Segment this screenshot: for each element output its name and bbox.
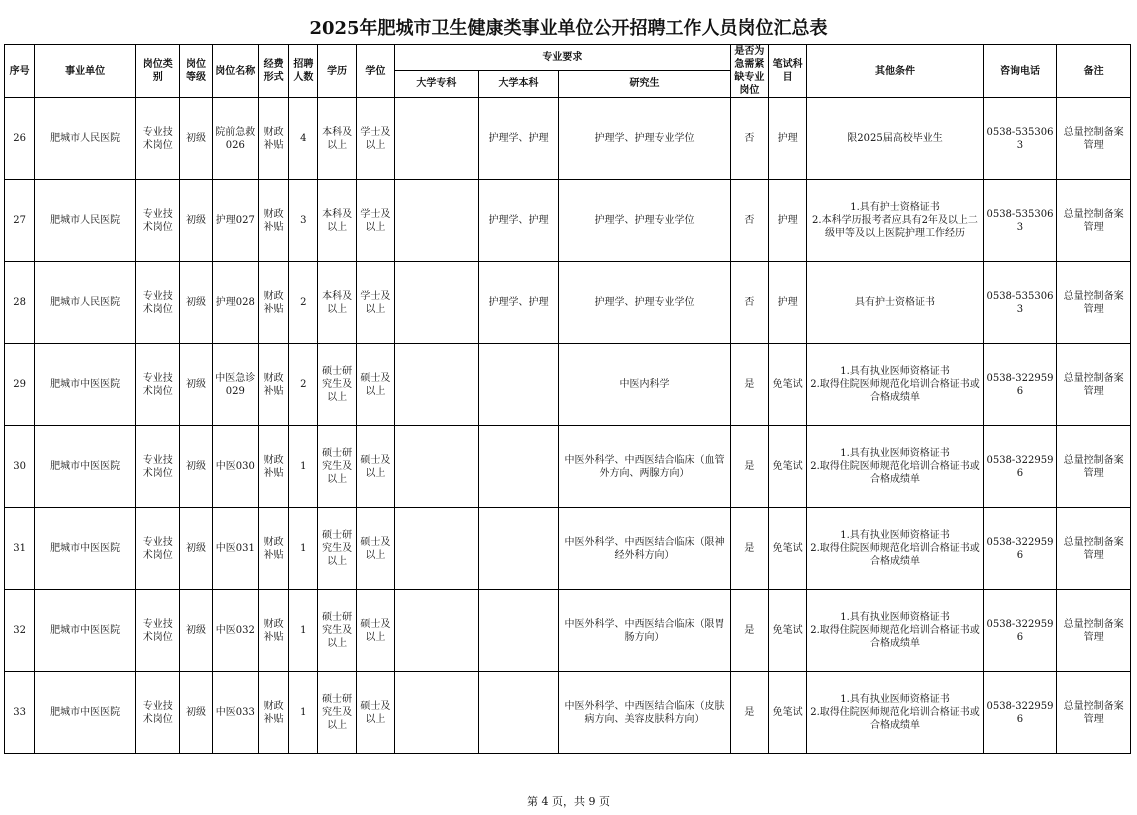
cell-count: 2 [289, 262, 318, 344]
cell-degree: 硕士及以上 [356, 344, 394, 426]
cell-count: 3 [289, 180, 318, 262]
cell-phone: 0538-3229596 [983, 508, 1057, 590]
table-row [5, 426, 1131, 508]
cell-urgent: 否 [730, 98, 768, 180]
cell-post-type: 专业技术岗位 [136, 426, 180, 508]
table-row [5, 672, 1131, 754]
cell-post-level: 初级 [180, 590, 212, 672]
cell-note: 总量控制备案管理 [1057, 180, 1131, 262]
table-row [5, 262, 1131, 344]
cell-funding: 财政补贴 [258, 426, 288, 508]
cell-phone: 0538-5353063 [983, 180, 1057, 262]
table-row [5, 98, 1131, 180]
header-post-name: 岗位名称 [212, 45, 258, 98]
header-education: 学历 [318, 45, 356, 98]
cell-major-grad: 中医外科学、中西医结合临床（限神经外科方向） [559, 508, 730, 590]
cell-unit: 肥城市人民医院 [35, 98, 136, 180]
cell-major-grad: 护理学、护理专业学位 [559, 262, 730, 344]
cell-urgent: 是 [730, 508, 768, 590]
cell-note: 总量控制备案管理 [1057, 262, 1131, 344]
header-major-grad: 研究生 [559, 70, 730, 97]
job-table [4, 44, 1131, 754]
cell-other: 1.具有执业医师资格证书 2.取得住院医师规范化培训合格证书或合格成绩单 [807, 344, 983, 426]
cell-major-college [395, 180, 479, 262]
cell-count: 1 [289, 590, 318, 672]
cell-seq: 29 [5, 344, 35, 426]
cell-unit: 肥城市中医医院 [35, 426, 136, 508]
cell-seq: 26 [5, 98, 35, 180]
cell-seq: 32 [5, 590, 35, 672]
cell-degree: 硕士及以上 [356, 508, 394, 590]
cell-urgent: 否 [730, 180, 768, 262]
cell-exam: 免笔试 [768, 672, 806, 754]
cell-degree: 硕士及以上 [356, 672, 394, 754]
header-post-type: 岗位类别 [136, 45, 180, 98]
cell-other: 限2025届高校毕业生 [807, 98, 983, 180]
header-major-group: 专业要求 [395, 45, 731, 71]
cell-major-college [395, 672, 479, 754]
cell-count: 1 [289, 426, 318, 508]
cell-degree: 硕士及以上 [356, 590, 394, 672]
cell-unit: 肥城市中医医院 [35, 590, 136, 672]
cell-major-grad: 中医外科学、中西医结合临床（血管外方向、两腺方向） [559, 426, 730, 508]
cell-major-college [395, 590, 479, 672]
table-row [5, 508, 1131, 590]
cell-exam: 免笔试 [768, 590, 806, 672]
cell-seq: 30 [5, 426, 35, 508]
cell-education: 硕士研究生及以上 [318, 344, 356, 426]
cell-unit: 肥城市人民医院 [35, 262, 136, 344]
cell-unit: 肥城市中医医院 [35, 672, 136, 754]
header-urgent: 是否为急需紧缺专业岗位 [730, 45, 768, 98]
cell-post-type: 专业技术岗位 [136, 590, 180, 672]
cell-major-undergrad [478, 590, 559, 672]
cell-major-grad: 中医外科学、中西医结合临床（皮肤病方向、美容皮肤科方向） [559, 672, 730, 754]
cell-urgent: 是 [730, 590, 768, 672]
cell-education: 本科及以上 [318, 262, 356, 344]
cell-urgent: 否 [730, 262, 768, 344]
cell-post-name: 中医032 [212, 590, 258, 672]
header-seq: 序号 [5, 45, 35, 98]
cell-post-name: 中医急诊029 [212, 344, 258, 426]
cell-funding: 财政补贴 [258, 262, 288, 344]
cell-other: 1.具有执业医师资格证书 2.取得住院医师规范化培训合格证书或合格成绩单 [807, 590, 983, 672]
cell-seq: 28 [5, 262, 35, 344]
cell-note: 总量控制备案管理 [1057, 426, 1131, 508]
cell-exam: 免笔试 [768, 508, 806, 590]
page-title: 2025年肥城市卫生健康类事业单位公开招聘工作人员岗位汇总表 [309, 18, 828, 39]
cell-note: 总量控制备案管理 [1057, 98, 1131, 180]
cell-note: 总量控制备案管理 [1057, 590, 1131, 672]
cell-post-type: 专业技术岗位 [136, 344, 180, 426]
cell-funding: 财政补贴 [258, 590, 288, 672]
cell-post-name: 护理028 [212, 262, 258, 344]
cell-post-name: 中医030 [212, 426, 258, 508]
cell-education: 硕士研究生及以上 [318, 672, 356, 754]
cell-education: 硕士研究生及以上 [318, 426, 356, 508]
cell-post-type: 专业技术岗位 [136, 508, 180, 590]
cell-phone: 0538-3229596 [983, 426, 1057, 508]
cell-major-college [395, 344, 479, 426]
cell-phone: 0538-5353063 [983, 262, 1057, 344]
cell-count: 1 [289, 508, 318, 590]
header-unit: 事业单位 [35, 45, 136, 98]
cell-note: 总量控制备案管理 [1057, 672, 1131, 754]
cell-major-grad: 中医外科学、中西医结合临床（限胃肠方向） [559, 590, 730, 672]
cell-exam: 免笔试 [768, 426, 806, 508]
cell-seq: 27 [5, 180, 35, 262]
cell-education: 硕士研究生及以上 [318, 508, 356, 590]
cell-degree: 硕士及以上 [356, 426, 394, 508]
cell-funding: 财政补贴 [258, 508, 288, 590]
cell-other: 1.具有执业医师资格证书 2.取得住院医师规范化培训合格证书或合格成绩单 [807, 508, 983, 590]
cell-exam: 免笔试 [768, 344, 806, 426]
cell-seq: 31 [5, 508, 35, 590]
cell-major-undergrad [478, 426, 559, 508]
page-number: 第 4 页，共 9 页 [527, 795, 610, 808]
cell-exam: 护理 [768, 262, 806, 344]
cell-degree: 学士及以上 [356, 98, 394, 180]
cell-count: 4 [289, 98, 318, 180]
cell-urgent: 是 [730, 672, 768, 754]
cell-post-level: 初级 [180, 98, 212, 180]
header-note: 备注 [1057, 45, 1131, 98]
header-major-college: 大学专科 [395, 70, 479, 97]
cell-major-undergrad [478, 672, 559, 754]
header-post-level: 岗位等级 [180, 45, 212, 98]
cell-urgent: 是 [730, 344, 768, 426]
cell-funding: 财政补贴 [258, 180, 288, 262]
cell-phone: 0538-3229596 [983, 344, 1057, 426]
cell-major-undergrad [478, 508, 559, 590]
cell-unit: 肥城市人民医院 [35, 180, 136, 262]
table-row [5, 180, 1131, 262]
cell-exam: 护理 [768, 98, 806, 180]
cell-major-grad: 护理学、护理专业学位 [559, 98, 730, 180]
cell-post-name: 院前急救026 [212, 98, 258, 180]
cell-education: 硕士研究生及以上 [318, 590, 356, 672]
cell-post-level: 初级 [180, 426, 212, 508]
cell-post-type: 专业技术岗位 [136, 180, 180, 262]
cell-major-undergrad: 护理学、护理 [478, 180, 559, 262]
cell-note: 总量控制备案管理 [1057, 508, 1131, 590]
header-other: 其他条件 [807, 45, 983, 98]
cell-major-undergrad [478, 344, 559, 426]
cell-major-college [395, 426, 479, 508]
cell-major-college [395, 98, 479, 180]
cell-post-type: 专业技术岗位 [136, 98, 180, 180]
cell-funding: 财政补贴 [258, 344, 288, 426]
header-count: 招聘人数 [289, 45, 318, 98]
cell-other: 1.具有执业医师资格证书 2.取得住院医师规范化培训合格证书或合格成绩单 [807, 426, 983, 508]
cell-post-level: 初级 [180, 262, 212, 344]
cell-degree: 学士及以上 [356, 180, 394, 262]
cell-note: 总量控制备案管理 [1057, 344, 1131, 426]
header-exam: 笔试科目 [768, 45, 806, 98]
cell-post-level: 初级 [180, 180, 212, 262]
cell-major-college [395, 262, 479, 344]
cell-post-level: 初级 [180, 508, 212, 590]
cell-post-name: 中医033 [212, 672, 258, 754]
cell-education: 本科及以上 [318, 180, 356, 262]
cell-post-name: 护理027 [212, 180, 258, 262]
cell-phone: 0538-5353063 [983, 98, 1057, 180]
cell-major-undergrad: 护理学、护理 [478, 98, 559, 180]
table-row [5, 344, 1131, 426]
cell-other: 1.具有护士资格证书 2.本科学历报考者应具有2年及以上二级甲等及以上医院护理工作经历 [807, 180, 983, 262]
cell-urgent: 是 [730, 426, 768, 508]
cell-major-college [395, 508, 479, 590]
cell-major-grad: 中医内科学 [559, 344, 730, 426]
cell-post-level: 初级 [180, 344, 212, 426]
header-degree: 学位 [356, 45, 394, 98]
cell-phone: 0538-3229596 [983, 590, 1057, 672]
cell-exam: 护理 [768, 180, 806, 262]
cell-degree: 学士及以上 [356, 262, 394, 344]
cell-unit: 肥城市中医医院 [35, 508, 136, 590]
cell-other: 1.具有执业医师资格证书 2.取得住院医师规范化培训合格证书或合格成绩单 [807, 672, 983, 754]
header-phone: 咨询电话 [983, 45, 1057, 98]
cell-count: 1 [289, 672, 318, 754]
header-funding: 经费形式 [258, 45, 288, 98]
cell-seq: 33 [5, 672, 35, 754]
cell-other: 具有护士资格证书 [807, 262, 983, 344]
table-row [5, 590, 1131, 672]
cell-post-name: 中医031 [212, 508, 258, 590]
cell-major-undergrad: 护理学、护理 [478, 262, 559, 344]
cell-funding: 财政补贴 [258, 672, 288, 754]
cell-unit: 肥城市中医医院 [35, 344, 136, 426]
header-major-undergrad: 大学本科 [478, 70, 559, 97]
cell-phone: 0538-3229596 [983, 672, 1057, 754]
cell-funding: 财政补贴 [258, 98, 288, 180]
cell-count: 2 [289, 344, 318, 426]
cell-post-level: 初级 [180, 672, 212, 754]
cell-post-type: 专业技术岗位 [136, 672, 180, 754]
cell-post-type: 专业技术岗位 [136, 262, 180, 344]
cell-major-grad: 护理学、护理专业学位 [559, 180, 730, 262]
cell-education: 本科及以上 [318, 98, 356, 180]
